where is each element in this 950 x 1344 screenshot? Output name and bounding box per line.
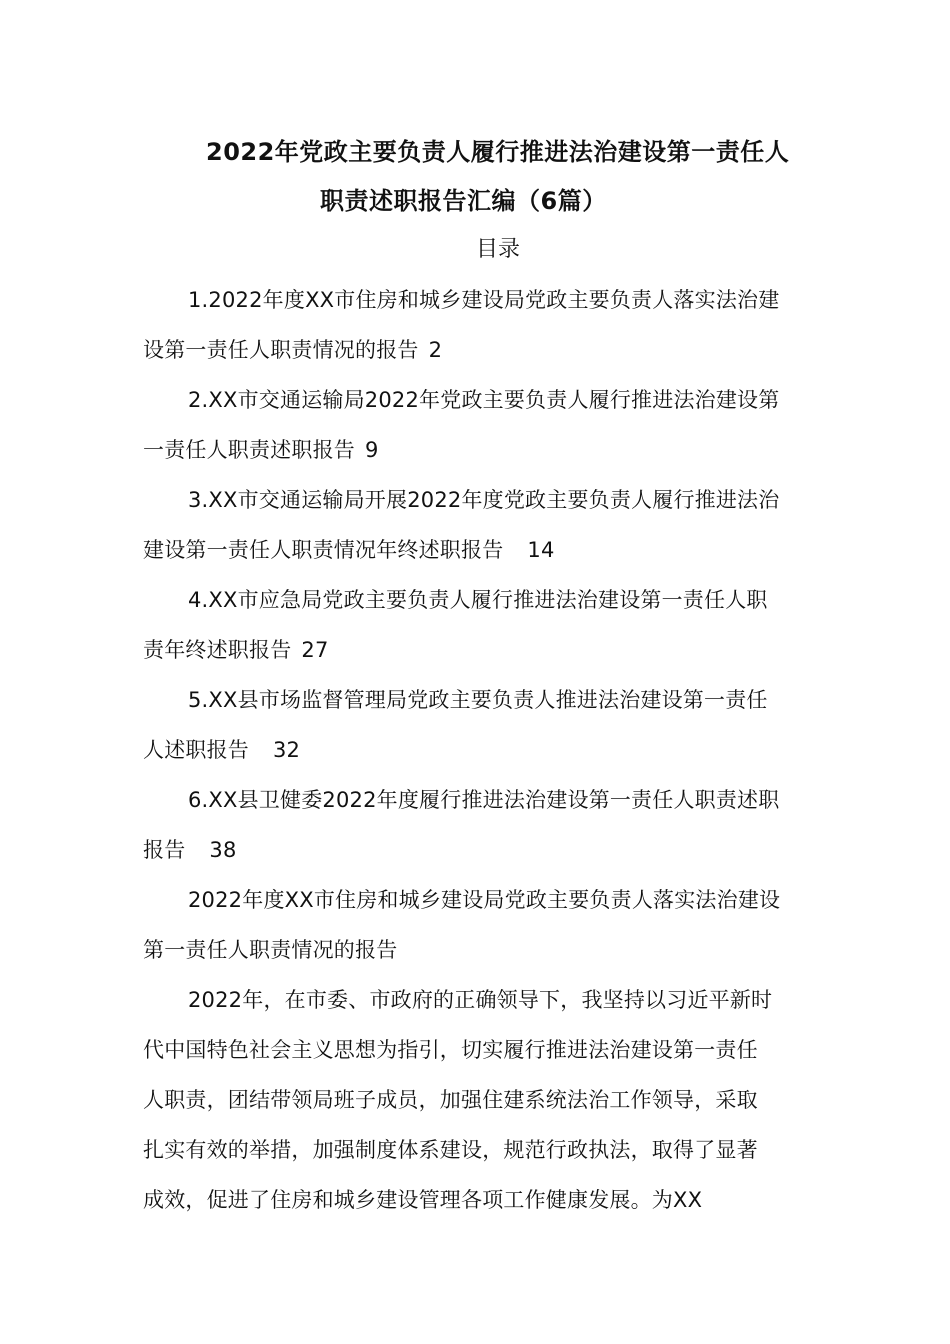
toc-entry-4-page: 27 <box>301 638 329 662</box>
section-title-line-2: 第一责任人职责情况的报告 <box>143 938 398 962</box>
toc-heading: 目录 <box>475 237 520 262</box>
toc-entry-1-line-2 <box>143 336 442 364</box>
toc-entry-1-text: 设第一责任人职责情况的报告 <box>143 338 419 362</box>
section-title-line-1: 2022年度XX市住房和城乡建设局党政主要负责人落实法治建设 <box>188 888 781 912</box>
toc-entry-5-line-2 <box>143 736 300 764</box>
toc-entry-5-line-1: 5.XX县市场监督管理局党政主要负责人推进法治建设第一责任 <box>188 688 768 712</box>
toc-entry-6-line-1: 6.XX县卫健委2022年度履行推进法治建设第一责任人职责述职 <box>188 788 780 812</box>
toc-entry-6-page: 38 <box>209 838 237 862</box>
toc-entry-4-line-2 <box>143 636 329 664</box>
toc-entry-5-text: 人述职报告 <box>143 738 249 762</box>
toc-entry-2-text: 一责任人职责述职报告 <box>143 438 355 462</box>
toc-entry-3-text: 建设第一责任人职责情况年终述职报告 <box>143 538 504 562</box>
body-line-2: 代中国特色社会主义思想为指引，切实履行推进法治建设第一责任 <box>143 1038 758 1062</box>
toc-entry-3-page: 14 <box>527 538 555 562</box>
toc-entry-1-line-1: 1.2022年度XX市住房和城乡建设局党政主要负责人落实法治建 <box>188 288 780 312</box>
body-line-3: 人职责，团结带领局班子成员，加强住建系统法治工作领导，采取 <box>143 1088 758 1112</box>
toc-entry-6-line-2 <box>143 836 237 864</box>
toc-entry-5-page: 32 <box>273 738 301 762</box>
toc-entry-3-line-1: 3.XX市交通运输局开展2022年度党政主要负责人履行推进法治 <box>188 488 780 512</box>
toc-entry-6-text: 报告 <box>143 838 186 862</box>
toc-entry-4-line-1: 4.XX市应急局党政主要负责人履行推进法治建设第一责任人职 <box>188 588 768 612</box>
body-line-1: 2022年，在市委、市政府的正确领导下，我坚持以习近平新时 <box>188 988 773 1012</box>
toc-entry-3-line-2 <box>143 536 555 564</box>
toc-entry-1-page: 2 <box>428 338 443 362</box>
toc-entry-2-page: 9 <box>365 438 379 462</box>
toc-entry-4-text: 责年终述职报告 <box>143 638 292 662</box>
body-line-5: 成效，促进了住房和城乡建设管理各项工作健康发展。为XX <box>143 1188 703 1212</box>
document-title-line-2: 职责述职报告汇编（6篇） <box>320 187 607 215</box>
body-line-4: 扎实有效的举措，加强制度体系建设，规范行政执法，取得了显著 <box>143 1138 758 1162</box>
document-title-line-1: 2022年党政主要负责人履行推进法治建设第一责任人 <box>206 138 790 166</box>
toc-entry-2-line-1: 2.XX市交通运输局2022年党政主要负责人履行推进法治建设第 <box>188 388 780 412</box>
toc-entry-2-line-2 <box>143 436 379 464</box>
